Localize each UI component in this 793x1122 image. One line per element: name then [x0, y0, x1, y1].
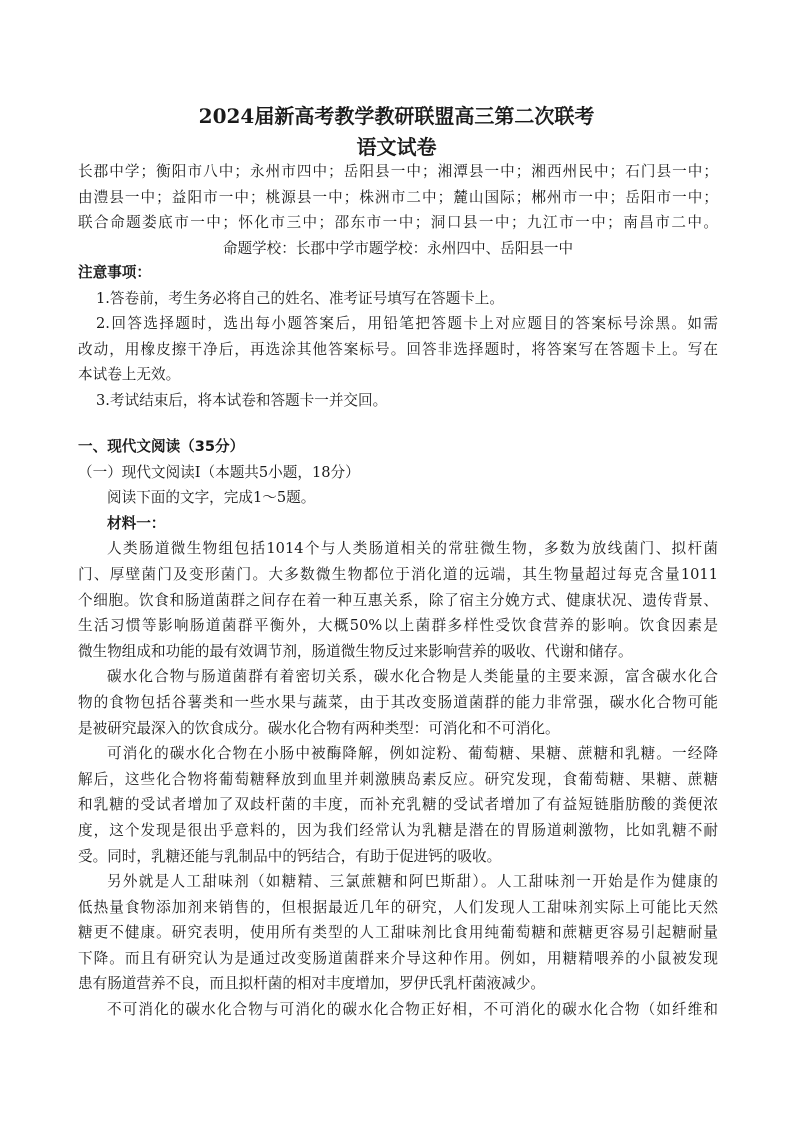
exam-title: 2024届新高考教学教研联盟高三第二次联考 [198, 104, 595, 128]
proposer-line: 命题学校：长郡中学市题学校：永州四中、岳阳县一中 [222, 239, 574, 257]
section-heading: 一、现代文阅读（35分） [78, 438, 245, 455]
text-line: 低热量食物添加剂来销售的，但根据最近几年的研究，人们发现人工甜味剂实际上可能比天然 [78, 898, 718, 916]
text-line: 患有肠道营养不良，而且拟杆菌的相对丰度增加，罗伊氏乳杆菌液减少。 [78, 975, 546, 993]
text-line: 1.答卷前，考生务必将自己的姓名、准考证号填写在答题卡上。 [96, 289, 504, 307]
paragraph [78, 741, 718, 869]
schools-list [78, 159, 718, 261]
notes-items [78, 286, 718, 414]
text-line: 3.考试结束后，将本试卷和答题卡一并交回。 [96, 391, 388, 409]
text-line: 糖更不健康。研究表明，使用所有类型的人工甜味剂比食用纯葡萄糖和蔗糖更容易引起糖耐量 [78, 924, 718, 942]
paragraph [78, 997, 718, 1023]
schools-line: 由澧县一中；益阳市一中；桃源县一中；株洲市二中；麓山国际；郴州市一中；岳阳市一中； [78, 188, 718, 206]
text-line: 不可消化的碳水化合物与可消化的碳水化合物正好相，不可消化的碳水化合物（如纤维和 [107, 1001, 718, 1019]
text-line: 物的食物包括谷薯类和一些水果与蔬菜，由于其改变肠道菌群的能力非常强，碳水化合物可能 [78, 693, 718, 711]
paragraph [78, 536, 718, 664]
text-line: 2.回答选择题时，选出每小题答案后，用铅笔把答题卡上对应题目的答案标号涂黑。如需 [96, 315, 718, 333]
section-subheading: （一）现代文阅读Ⅰ（本题共5小题，18分） [78, 463, 360, 481]
text-line: 度，这个发现是很出乎意料的，因为我们经常认为乳糖是潜在的胃肠道刺激物，比如乳糖不耐 [78, 821, 718, 839]
paragraph [78, 664, 718, 741]
note-item [78, 311, 718, 388]
text-line: 和乳糖的受试者增加了双歧杆菌的丰度，而补充乳糖的受试者增加了有益短链脂肪酸的粪便浓 [78, 796, 718, 814]
material-text [78, 536, 718, 1022]
text-line: 微生物组成和功能的最有效调节剂，肠道微生物反过来影响营养的吸收、代谢和储存。 [78, 642, 633, 660]
reading-section [78, 434, 718, 1023]
notes-section [78, 260, 718, 414]
text-line: 可消化的碳水化合物在小肠中被酶降解，例如淀粉、葡萄糖、果糖、蔗糖和乳糖。一经降 [107, 745, 718, 763]
exam-subject-title: 语文试卷 [356, 135, 437, 159]
text-line: 生活习惯等影响肠道菌群平衡外，大概50%以上菌群多样性受饮食营养的影响。饮食因素是 [78, 617, 718, 635]
text-line: 门、厚壁菌门及变形菌门。大多数微生物都位于消化道的远端，其生物量超过每克含量1011 [78, 565, 718, 583]
note-item [78, 388, 718, 414]
text-line: 碳水化合物与肠道菌群有着密切关系，碳水化合物是人类能量的主要来源，富含碳水化合 [107, 668, 718, 686]
text-line: 是被研究最深入的饮食成分。碳水化合物有两种类型：可消化和不可消化。 [78, 719, 560, 737]
note-item [78, 286, 718, 312]
text-line: 另外就是人工甜味剂（如糖精、三氯蔗糖和阿巴斯甜）。人工甜味剂一开始是作为健康的 [107, 873, 718, 891]
schools-line: 长郡中学；衡阳市八中；永州市四中；岳阳县一中；湘潭县一中；湘西州民中；石门县一中； [78, 163, 718, 180]
text-line: 个细胞。饮食和肠道菌群之间存在着一种互惠关系，除了宿主分娩方式、健康状况、遗传背景、 [78, 591, 718, 609]
text-line: 人类肠道微生物组包括1014个与人类肠道相关的常驻微生物，多数为放线菌门、拟杆菌 [107, 540, 718, 558]
text-line: 解后，这些化合物将葡萄糖释放到血里并刺激胰岛素反应。研究发现，食葡萄糖、果糖、蔗糖 [78, 770, 718, 788]
instruction: 阅读下面的文字，完成1～5题。 [107, 489, 316, 507]
text-line: 本试卷上无效。 [78, 366, 181, 384]
material-label: 材料一： [107, 514, 166, 532]
schools-line: 联合命题娄底市一中；怀化市三中；邵东市一中；洞口县一中；九江市一中；南昌市二中。 [78, 214, 718, 232]
text-line: 改动，用橡皮擦干净后，再选涂其他答案标号。回答非选择题时，将答案写在答题卡上。写在 [78, 340, 718, 358]
notes-label: 注意事项： [78, 264, 151, 281]
text-line: 受。同时，乳糖还能与乳制品中的钙结合，有助于促进钙的吸收。 [78, 847, 502, 865]
text-line: 下降。而且有研究认为是通过改变肠道菌群来介导这种作用。例如，用糖精喂养的小鼠被发现 [78, 949, 718, 967]
paragraph [78, 869, 718, 997]
